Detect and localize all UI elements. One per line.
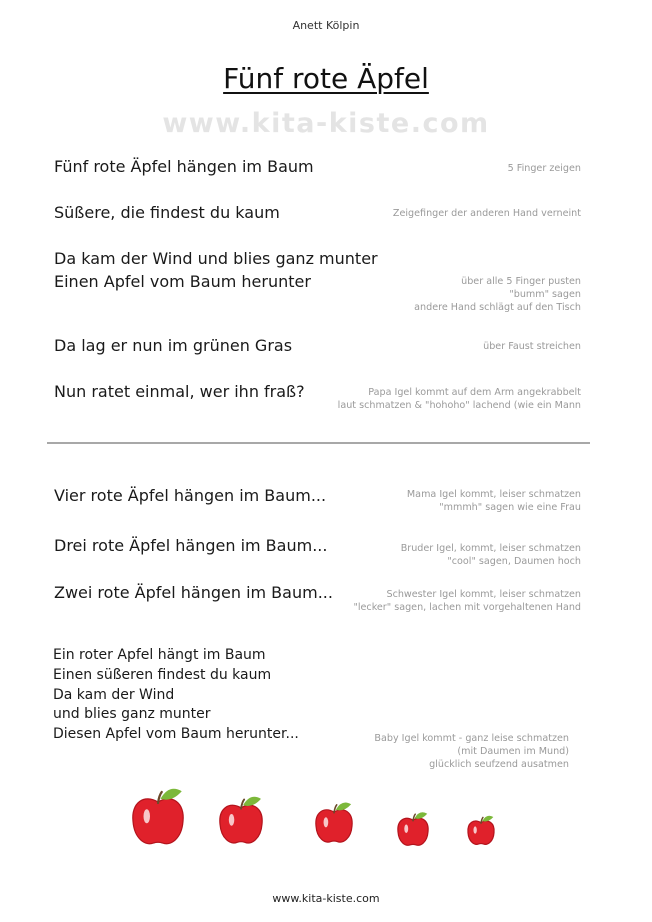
verse-line: Diesen Apfel vom Baum herunter... bbox=[53, 726, 299, 743]
gesture-note: Mama Igel kommt, leiser schmatzen bbox=[406, 489, 581, 500]
apple-icon bbox=[398, 812, 428, 845]
last-verse bbox=[53, 646, 299, 745]
gesture-note: "lecker" sagen, lachen mit vorgehaltenen Hand bbox=[353, 602, 581, 613]
gesture-note: Bruder Igel, kommt, leiser schmatzen bbox=[400, 543, 581, 554]
gesture-note: laut schmatzen & "hohoho" lachend (wie ein Mann bbox=[337, 400, 581, 411]
verse-line: Da kam der Wind bbox=[53, 686, 175, 703]
gesture-note: 5 Finger zeigen bbox=[507, 163, 581, 174]
gesture-note: Papa Igel kommt auf dem Arm angekrabbelt bbox=[368, 387, 581, 398]
verse-line: Zwei rote Äpfel hängen im Baum... bbox=[54, 583, 333, 602]
page-title-text: Fünf rote Äpfel bbox=[223, 62, 429, 95]
gesture-note: glücklich seufzend ausatmen bbox=[429, 759, 569, 770]
gesture-note: über Faust streichen bbox=[483, 341, 581, 352]
verse-line: Einen Apfel vom Baum herunter bbox=[54, 272, 311, 291]
gesture-note: andere Hand schlägt auf den Tisch bbox=[414, 302, 581, 313]
watermark: www.kita-kiste.com bbox=[162, 108, 490, 139]
author-name: Anett Kölpin bbox=[292, 19, 360, 32]
verse-line: Süßere, die findest du kaum bbox=[54, 203, 280, 222]
page-title bbox=[0, 62, 652, 95]
verse-line: Drei rote Äpfel hängen im Baum... bbox=[54, 536, 328, 555]
verse-line: und blies ganz munter bbox=[53, 706, 211, 723]
verse-line: Vier rote Äpfel hängen im Baum... bbox=[54, 486, 327, 505]
apple-icon bbox=[468, 816, 494, 845]
gesture-note: "bumm" sagen bbox=[509, 289, 581, 300]
gesture-note: "cool" sagen, Daumen hoch bbox=[447, 556, 581, 567]
footer-url: www.kita-kiste.com bbox=[272, 892, 380, 905]
verse-line: Da kam der Wind und blies ganz munter bbox=[54, 249, 378, 268]
verse-line: Da lag er nun im grünen Gras bbox=[54, 336, 293, 355]
apple-icon bbox=[133, 789, 183, 844]
apple-icon bbox=[220, 797, 262, 843]
section-divider bbox=[47, 442, 590, 444]
verse-line: Ein roter Apfel hängt im Baum bbox=[53, 647, 266, 663]
apple-icon bbox=[316, 803, 352, 843]
gesture-note: über alle 5 Finger pusten bbox=[461, 276, 581, 287]
gesture-note: Baby Igel kommt - ganz leise schmatzen bbox=[374, 733, 569, 744]
verse-line: Einen süßeren findest du kaum bbox=[53, 666, 272, 683]
gesture-note: "mmmh" sagen wie eine Frau bbox=[439, 502, 581, 513]
verse-line: Nun ratet einmal, wer ihn fraß? bbox=[54, 382, 305, 401]
verse-line: Fünf rote Äpfel hängen im Baum bbox=[54, 157, 314, 176]
apple-row bbox=[0, 780, 652, 860]
gesture-note: (mit Daumen im Mund) bbox=[457, 746, 569, 757]
gesture-note: Zeigefinger der anderen Hand verneint bbox=[392, 208, 581, 219]
gesture-note: Schwester Igel kommt, leiser schmatzen bbox=[386, 589, 581, 600]
